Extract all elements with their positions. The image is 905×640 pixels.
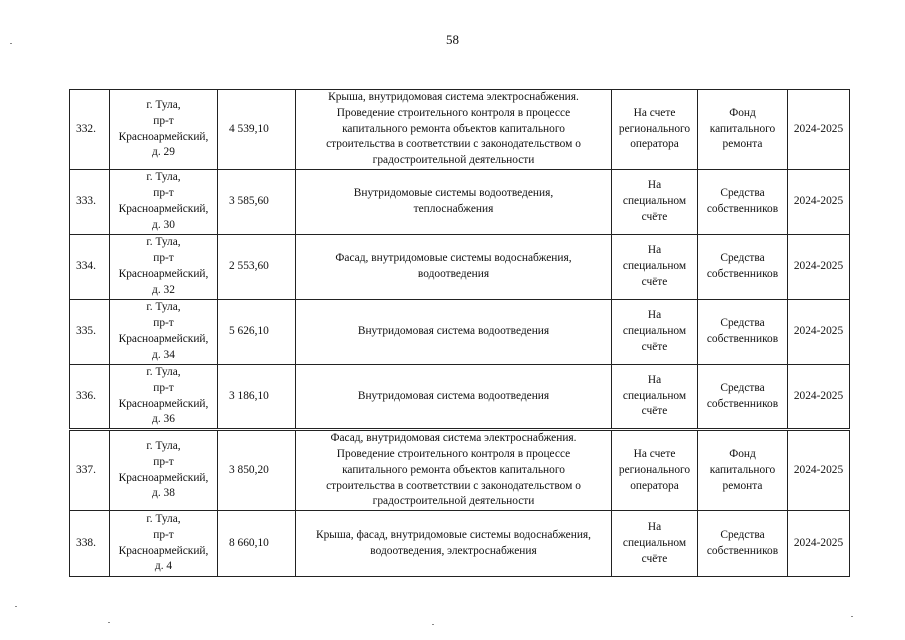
area-cell: 5 626,10 <box>218 300 296 365</box>
period-cell: 2024-2025 <box>788 511 850 577</box>
area-cell: 8 660,10 <box>218 511 296 577</box>
table-row <box>70 170 850 235</box>
account-type-cell: На специальном счёте <box>612 170 698 235</box>
table-row <box>70 365 850 430</box>
scan-speck <box>432 624 434 625</box>
page-number: 58 <box>446 32 459 47</box>
account-type-cell: На специальном счёте <box>612 300 698 365</box>
period-cell: 2024-2025 <box>788 235 850 300</box>
period-cell: 2024-2025 <box>788 300 850 365</box>
period-cell: 2024-2025 <box>788 90 850 170</box>
funding-source-cell: Средства собственников <box>698 365 788 430</box>
scan-speck <box>15 606 17 607</box>
works-cell: Внутридомовая система водоотведения <box>296 365 612 430</box>
period-cell: 2024-2025 <box>788 430 850 511</box>
account-type-cell: На специальном счёте <box>612 365 698 430</box>
address-cell: г. Тула, пр-т Красноармейский, д. 4 <box>110 511 218 577</box>
address-cell: г. Тула, пр-т Красноармейский, д. 36 <box>110 365 218 430</box>
row-number-cell: 337. <box>70 430 110 511</box>
funding-source-cell: Фонд капитального ремонта <box>698 90 788 170</box>
row-number-cell: 338. <box>70 511 110 577</box>
repair-schedule-table <box>69 89 850 577</box>
scan-speck <box>10 43 12 44</box>
works-cell: Внутридомовые системы водоотведения, теплоснабжения <box>296 170 612 235</box>
address-cell: г. Тула, пр-т Красноармейский, д. 30 <box>110 170 218 235</box>
scan-speck <box>108 622 110 623</box>
row-number-cell: 336. <box>70 365 110 430</box>
works-cell: Крыша, внутридомовая система электроснабжения. Проведение строительного контроля в процессе капитального ремонта объектов капитального строительства в соответствии с законодательством о градостроительной деятельности <box>296 90 612 170</box>
row-number-cell: 334. <box>70 235 110 300</box>
account-type-cell: На специальном счёте <box>612 511 698 577</box>
funding-source-cell: Фонд капитального ремонта <box>698 430 788 511</box>
table-row <box>70 300 850 365</box>
works-cell: Крыша, фасад, внутридомовые системы водоснабжения, водоотведения, электроснабжения <box>296 511 612 577</box>
funding-source-cell: Средства собственников <box>698 235 788 300</box>
area-cell: 4 539,10 <box>218 90 296 170</box>
funding-source-cell: Средства собственников <box>698 170 788 235</box>
funding-source-cell: Средства собственников <box>698 511 788 577</box>
account-type-cell: На специальном счёте <box>612 235 698 300</box>
address-cell: г. Тула, пр-т Красноармейский, д. 29 <box>110 90 218 170</box>
period-cell: 2024-2025 <box>788 365 850 430</box>
area-cell: 3 585,60 <box>218 170 296 235</box>
works-cell: Внутридомовая система водоотведения <box>296 300 612 365</box>
works-cell: Фасад, внутридомовая система электроснабжения. Проведение строительного контроля в процессе капитального ремонта объектов капитального строительства в соответствии с законодательством о градостроительной деятельности <box>296 430 612 511</box>
account-type-cell: На счете регионального оператора <box>612 430 698 511</box>
address-cell: г. Тула, пр-т Красноармейский, д. 34 <box>110 300 218 365</box>
table-row <box>70 430 850 511</box>
table-row <box>70 235 850 300</box>
row-number-cell: 333. <box>70 170 110 235</box>
funding-source-cell: Средства собственников <box>698 300 788 365</box>
area-cell: 2 553,60 <box>218 235 296 300</box>
account-type-cell: На счете регионального оператора <box>612 90 698 170</box>
area-cell: 3 850,20 <box>218 430 296 511</box>
address-cell: г. Тула, пр-т Красноармейский, д. 38 <box>110 430 218 511</box>
area-cell: 3 186,10 <box>218 365 296 430</box>
scan-speck <box>851 616 853 617</box>
table-row <box>70 90 850 170</box>
row-number-cell: 335. <box>70 300 110 365</box>
row-number-cell: 332. <box>70 90 110 170</box>
works-cell: Фасад, внутридомовые системы водоснабжения, водоотведения <box>296 235 612 300</box>
table-row <box>70 511 850 577</box>
period-cell: 2024-2025 <box>788 170 850 235</box>
address-cell: г. Тула, пр-т Красноармейский, д. 32 <box>110 235 218 300</box>
